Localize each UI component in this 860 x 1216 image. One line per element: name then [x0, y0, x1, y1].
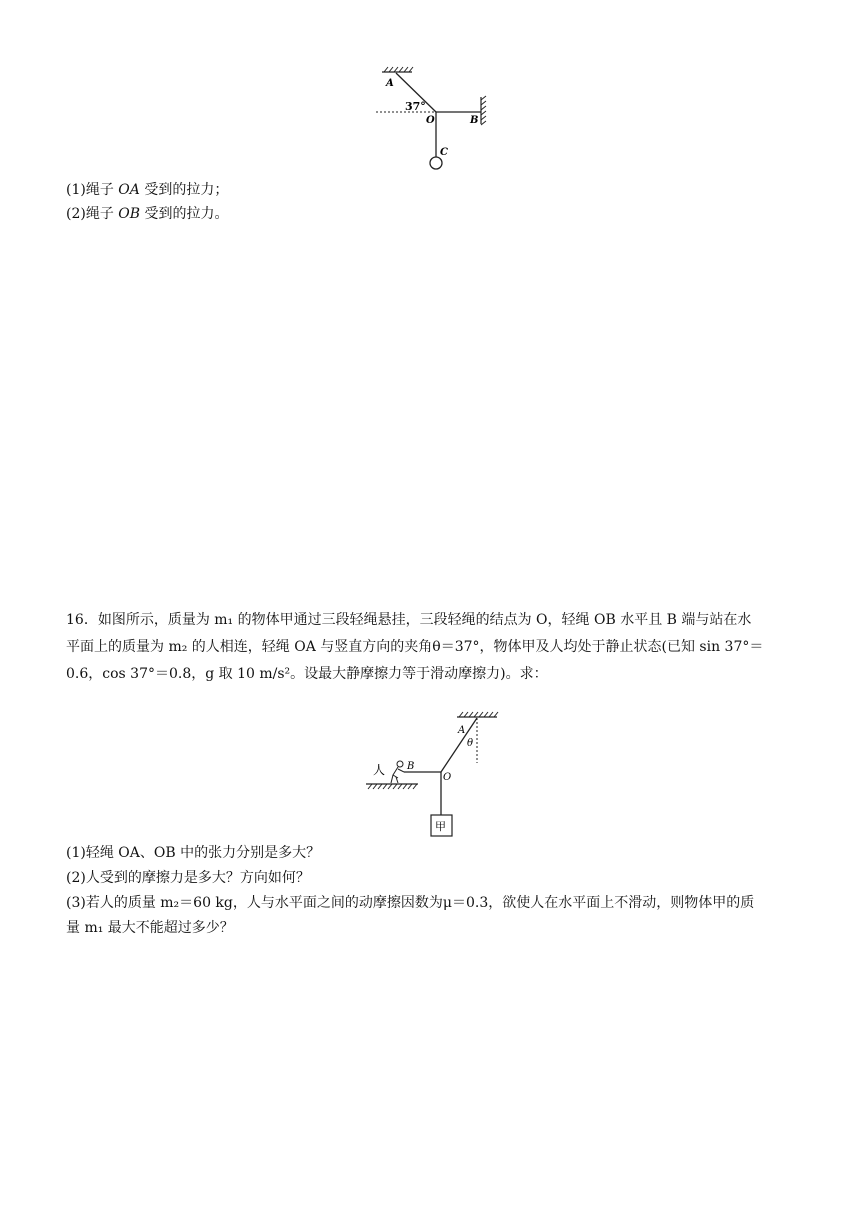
wall-support-b	[481, 96, 486, 125]
ceiling-support-a2	[457, 712, 498, 717]
label-person: 人	[373, 763, 386, 777]
person-figure	[391, 761, 404, 783]
label-c: C	[440, 147, 448, 158]
label-a2: A	[458, 725, 466, 736]
q16-part-3-line-1: (3)若人的质量 m₂＝60 kg，人与水平面之间的动摩擦因数为μ＝0.3，欲使人在水平面上不滑动，则物体甲的质	[66, 895, 755, 911]
label-a: A	[386, 78, 394, 89]
ceiling-support-a	[382, 67, 413, 72]
q15-part-2: (2)绳子 OB 受到的拉力。	[66, 206, 229, 222]
q16-part-2: (2)人受到的摩擦力是多大？方向如何？	[66, 870, 310, 886]
label-theta: θ	[467, 738, 474, 749]
label-box: 甲	[435, 820, 446, 833]
ground	[366, 784, 418, 789]
q16-stem-line-1: 16．如图所示，质量为 m₁ 的物体甲通过三段轻绳悬挂，三段轻绳的结点为 O，轻绳 OB 水平且 B 端与站在水	[66, 612, 752, 628]
label-angle: 37°	[405, 100, 426, 113]
label-o: O	[426, 115, 435, 126]
q15-part-1: (1)绳子 OA 受到的拉力；	[66, 182, 229, 198]
q16-stem-line-2: 平面上的质量为 m₂ 的人相连，轻绳 OA 与竖直方向的夹角θ＝37°，物体甲及人均处于静止状态(已知 sin 37°＝	[66, 639, 764, 655]
label-b: B	[470, 115, 479, 126]
q16-part-1: (1)轻绳 OA、OB 中的张力分别是多大？	[66, 845, 321, 861]
ball-c	[430, 157, 442, 169]
label-o2: O	[443, 772, 452, 783]
figure-2-diagram	[0, 705, 860, 845]
q16-part-3-line-2: 量 m₁ 最大不能超过多少？	[66, 920, 234, 936]
label-b2: B	[407, 761, 415, 772]
q16-stem-line-3: 0.6，cos 37°＝0.8，g 取 10 m/s²。设最大静摩擦力等于滑动摩擦力)。求：	[66, 666, 548, 682]
